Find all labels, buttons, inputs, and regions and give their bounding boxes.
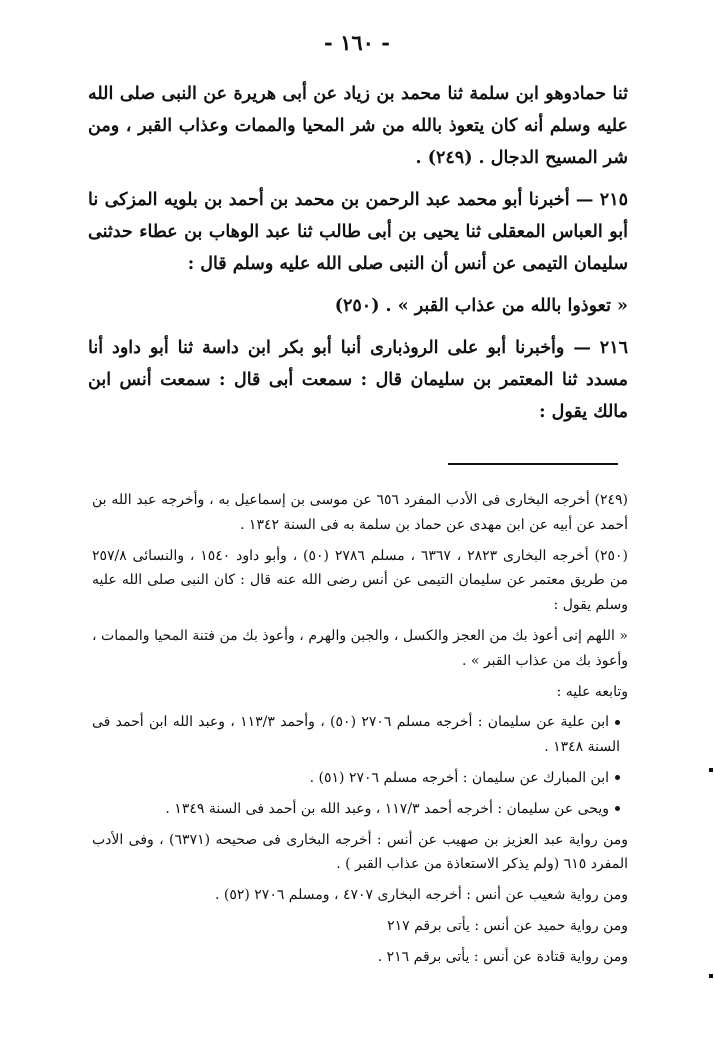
footnote-follow-label: وتابعه عليه :: [556, 683, 628, 700]
footnote-riwaya-qatada: ومن رواية قتادة عن أنس : يأتى برقم ٢١٦ .: [377, 948, 628, 965]
bullet-icon: [615, 775, 620, 780]
footnote-list-item-text: ابن المبارك عن سليمان : أخرجه مسلم ٢٧٠٦ (٥١) .: [309, 769, 609, 786]
footnotes: [92, 488, 628, 976]
footnote-divider: [448, 463, 618, 465]
main-text: [88, 78, 628, 438]
paragraph-hadith-216: ٢١٦ — وأخبرنا أبو على الروذبارى أنبا أبو بكر ابن داسة ثنا أبو داود أنا مسدد ثنا المعتمر بن سليمان قال : سمعت أبى قال : سمعت أنس ابن مالك يقول :: [88, 338, 628, 422]
paragraph-hadith-215-text: « تعوذوا بالله من عذاب القبر » . (٢٥٠): [334, 296, 628, 316]
footnote-list-item: [92, 797, 628, 822]
footnote-250: (٢٥٠) أخرجه البخارى ٢٨٢٣ ، ٦٣٦٧ ، مسلم ٢٧٨٦ (٥٠) ، وأبو داود ١٥٤٠ ، والنسائى ٢٥٧/٨ من طريق معتمر عن سليمان التيمى عن أنس رضى الله عنه قال : كان النبى صلى الله عليه وسلم يقول :: [92, 547, 628, 614]
footnote-dua: « اللهم إنى أعوذ بك من العجز والكسل ، والجبن والهرم ، وأعوذ بك من فتنة المحيا والممات ، وأعوذ بك من عذاب القبر » .: [92, 627, 628, 669]
bullet-icon: [615, 720, 620, 725]
paragraph-hadith-continuation: ثنا حمادوهو ابن سلمة ثنا محمد بن زياد عن أبى هريرة عن النبى صلى الله عليه وسلم أنه كان يتعوذ بالله من شر المحيا والممات وعذاب القبر ، ومن شر المسيح الدجال . (٢٤٩) .: [88, 84, 628, 168]
footnote-249: (٢٤٩) أخرجه البخارى فى الأدب المفرد ٦٥٦ عن موسى بن إسماعيل به ، وأخرجه عبد الله بن أحمد عن أبيه عن ابن مهدى عن حماد بن سلمة به فى السنة ١٣٤٢ .: [92, 492, 628, 533]
footnote-riwaya-humayd: ومن رواية حميد عن أنس : يأتى برقم ٢١٧: [387, 917, 628, 934]
paragraph-hadith-215: ٢١٥ — أخبرنا أبو محمد عبد الرحمن بن محمد بن أحمد بن بلويه المزكى نا أبو العباس المعقلى ثنا يحيى بن أبى طالب ثنا عبد الوهاب بن عطاء حدثنى سليمان التيمى عن أنس أن النبى صلى الله عليه وسلم قال :: [88, 190, 628, 274]
footnote-list-item: [92, 710, 628, 760]
bullet-icon: [615, 806, 620, 811]
margin-mark: [709, 768, 713, 772]
margin-mark: [709, 974, 713, 978]
footnote-list-item: [92, 766, 628, 791]
footnote-list-item-text: ويحى عن سليمان : أخرجه أحمد ١١٧/٣ ، وعبد الله بن أحمد فى السنة ١٣٤٩ .: [165, 800, 609, 817]
page-number: - ١٦٠ -: [324, 30, 390, 55]
footnote-list-item-text: ابن علية عن سليمان : أخرجه مسلم ٢٧٠٦ (٥٠) ، وأحمد ١١٣/٣ ، وعبد الله ابن أحمد فى السنة ١٣٤٨ .: [92, 714, 620, 756]
footnote-riwaya-abdulaziz: ومن رواية عبد العزيز بن صهيب عن أنس : أخرجه البخارى فى صحيحه (٦٣٧١) ، وفى الأدب المفرد ٦١٥ (ولم يذكر الاستعاذة من عذاب القبر ) .: [92, 831, 628, 873]
footnote-riwaya-shuayb: ومن رواية شعيب عن أنس : أخرجه البخارى ٤٧٠٧ ، ومسلم ٢٧٠٦ (٥٢) .: [214, 887, 628, 904]
